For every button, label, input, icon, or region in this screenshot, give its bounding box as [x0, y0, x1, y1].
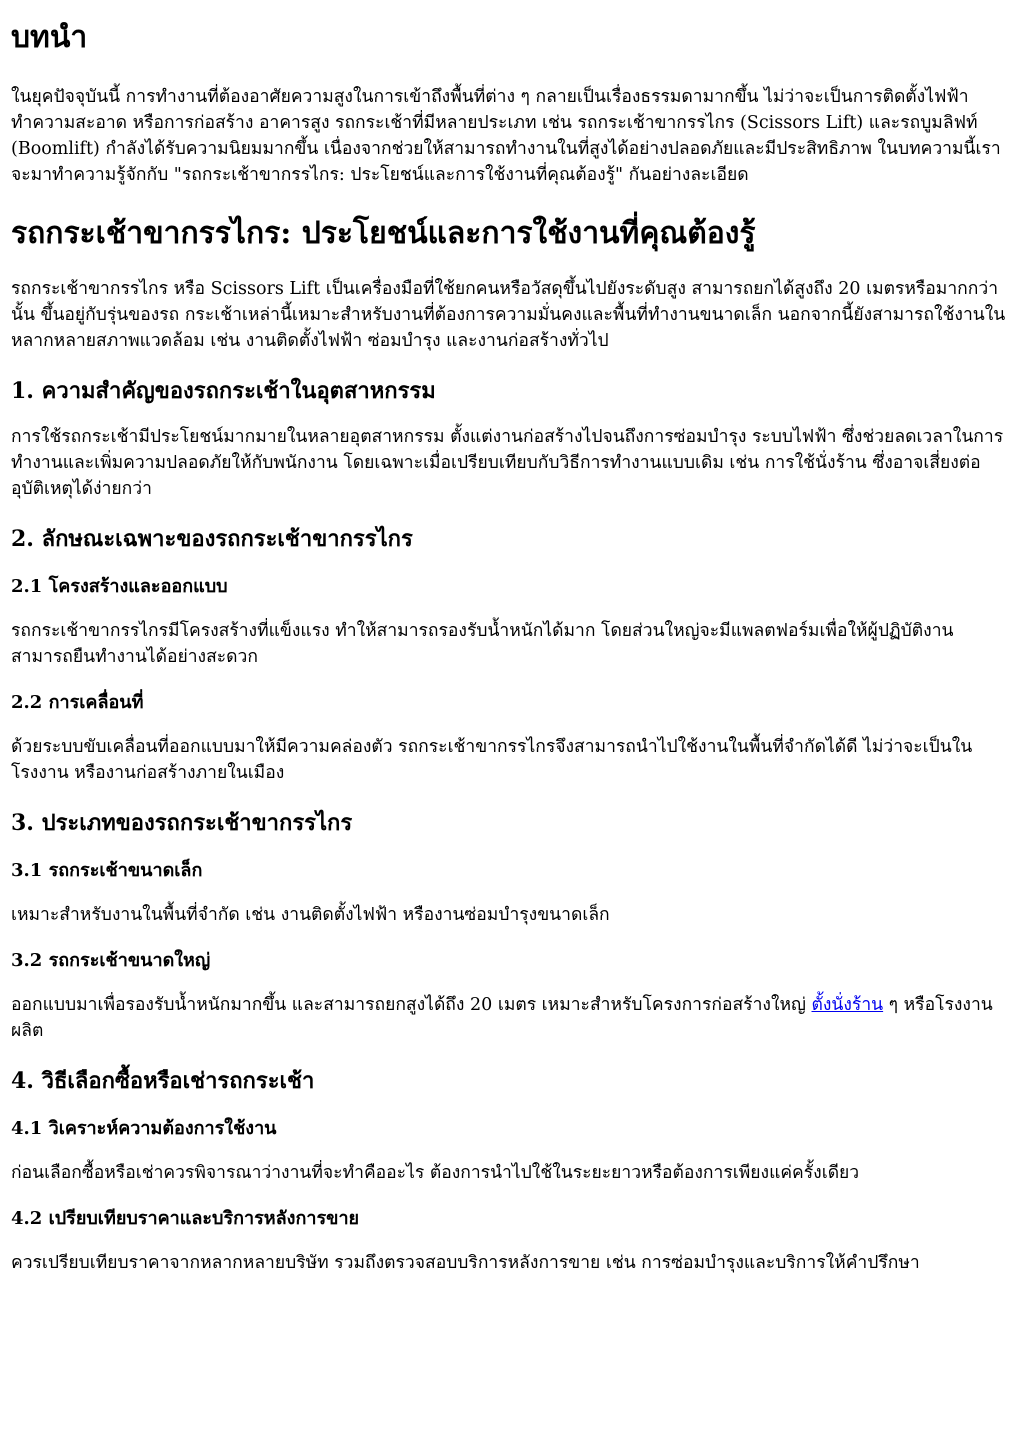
section2-heading: 2. ลักษณะเฉพาะของรถกระเช้าขากรรไกร [11, 526, 413, 552]
section2-2-paragraph: ด้วยระบบขับเคลื่อนที่ออกแบบมาให้มีความคล่องตัว รถกระเช้าขากรรไกรจึงสามารถนำไปใช้งานในพื้นที่จำกัดได้ดี ไม่ว่าจะเป็นในโรงงาน หรืองานก่อสร้างภายในเมือง [11, 737, 973, 783]
section4-1-heading: 4.1 วิเคราะห์ความต้องการใช้งาน [11, 1118, 277, 1139]
intro-paragraph: ในยุคปัจจุบันนี้ การทำงานที่ต้องอาศัยความสูงในการเข้าถึงพื้นที่ต่าง ๆ กลายเป็นเรื่องธรรมดามากขึ้น ไม่ว่าจะเป็นการติดตั้งไฟฟ้า ทำความสะอาด หรือการก่อสร้าง อาคารสูง รถกระเช้าที่มีหลายประเภท เช่น รถกระเช้าขากรรไกร (Scissors Lift) และรถบูมลิฟท์ (Boomlift) กำลังได้รับความนิยมมากขึ้น เนื่องจากช่วยให้สามารถทำงานในที่สูงได้อย่างปลอดภัยและมีประสิทธิภาพ ในบทความนี้เราจะมาทำความรู้จักกับ "รถกระเช้าขากรรไกร: ประโยชน์และการใช้งานที่คุณต้องรู้" กันอย่างละเอียด [11, 87, 1001, 185]
section1-heading: 1. ความสำคัญของรถกระเช้าในอุตสาหกรรม [11, 378, 436, 404]
section3-1-heading: 3.1 รถกระเช้าขนาดเล็ก [11, 860, 203, 881]
section4-2-heading: 4.2 เปรียบเทียบราคาและบริการหลังการขาย [11, 1208, 360, 1229]
section3-heading: 3. ประเภทของรถกระเช้าขากรรไกร [11, 810, 353, 836]
section3-2-heading: 3.2 รถกระเช้าขนาดใหญ่ [11, 950, 211, 971]
section2-2-heading: 2.2 การเคลื่อนที่ [11, 692, 144, 713]
section3-1-paragraph: เหมาะสำหรับงานในพื้นที่จำกัด เช่น งานติดตั้งไฟฟ้า หรืองานซ่อมบำรุงขนาดเล็ก [11, 905, 610, 925]
article-title: รถกระเช้าขากรรไกร: ประโยชน์และการใช้งานที่คุณต้องรู้ [11, 216, 756, 251]
section3-2-text-after: ๆ หรือโรงงานผลิต [11, 995, 993, 1041]
section2-1-heading: 2.1 โครงสร้างและออกแบบ [11, 576, 228, 597]
intro-heading: บทนำ [11, 20, 88, 55]
section1-paragraph: การใช้รถกระเช้ามีประโยชน์มากมายในหลายอุตสาหกรรม ตั้งแต่งานก่อสร้างไปจนถึงการซ่อมบำรุง ระบบไฟฟ้า ซึ่งช่วยลดเวลาในการทำงานและเพิ่มความปลอดภัยให้กับพนักงาน โดยเฉพาะเมื่อเปรียบเทียบกับวิธีการทำงานแบบเดิม เช่น การใช้นั่งร้าน ซึ่งอาจเสี่ยงต่ออุบัติเหตุได้ง่ายกว่า [11, 427, 1004, 499]
section3-2-text-before: ออกแบบมาเพื่อรองรับน้ำหนักมากขึ้น และสามารถยกสูงได้ถึง 20 เมตร เหมาะสำหรับโครงการก่อสร้างใหญ่ [11, 995, 812, 1015]
section4-2-paragraph: ควรเปรียบเทียบราคาจากหลากหลายบริษัท รวมถึงตรวจสอบบริการหลังการขาย เช่น การซ่อมบำรุงและบริการให้คำปรึกษา [11, 1253, 920, 1273]
section4-heading: 4. วิธีเลือกซื้อหรือเช่ารถกระเช้า [11, 1068, 315, 1094]
section4-1-paragraph: ก่อนเลือกซื้อหรือเช่าควรพิจารณาว่างานที่จะทำคืออะไร ต้องการนำไปใช้ในระยะยาวหรือต้องการเพียงแค่ครั้งเดียว [11, 1163, 860, 1183]
scaffold-link[interactable]: ตั้งนั่งร้าน [811, 995, 884, 1015]
section3-2-paragraph [11, 992, 1012, 1044]
section2-1-paragraph: รถกระเช้าขากรรไกรมีโครงสร้างที่แข็งแรง ทำให้สามารถรองรับน้ำหนักได้มาก โดยส่วนใหญ่จะมีแพลตฟอร์มเพื่อให้ผู้ปฏิบัติงานสามารถยืนทำงานได้อย่างสะดวก [11, 621, 954, 667]
main-paragraph: รถกระเช้าขากรรไกร หรือ Scissors Lift เป็นเครื่องมือที่ใช้ยกคนหรือวัสดุขึ้นไปยังระดับสูง สามารถยกได้สูงถึง 20 เมตรหรือมากกว่านั้น ขึ้นอยู่กับรุ่นของรถ กระเช้าเหล่านี้เหมาะสำหรับงานที่ต้องการความมั่นคงและพื้นที่ทำงานขนาดเล็ก นอกจากนี้ยังสามารถใช้งานในหลากหลายสภาพแวดล้อม เช่น งานติดตั้งไฟฟ้า ซ่อมบำรุง และงานก่อสร้างทั่วไป [11, 279, 1006, 351]
